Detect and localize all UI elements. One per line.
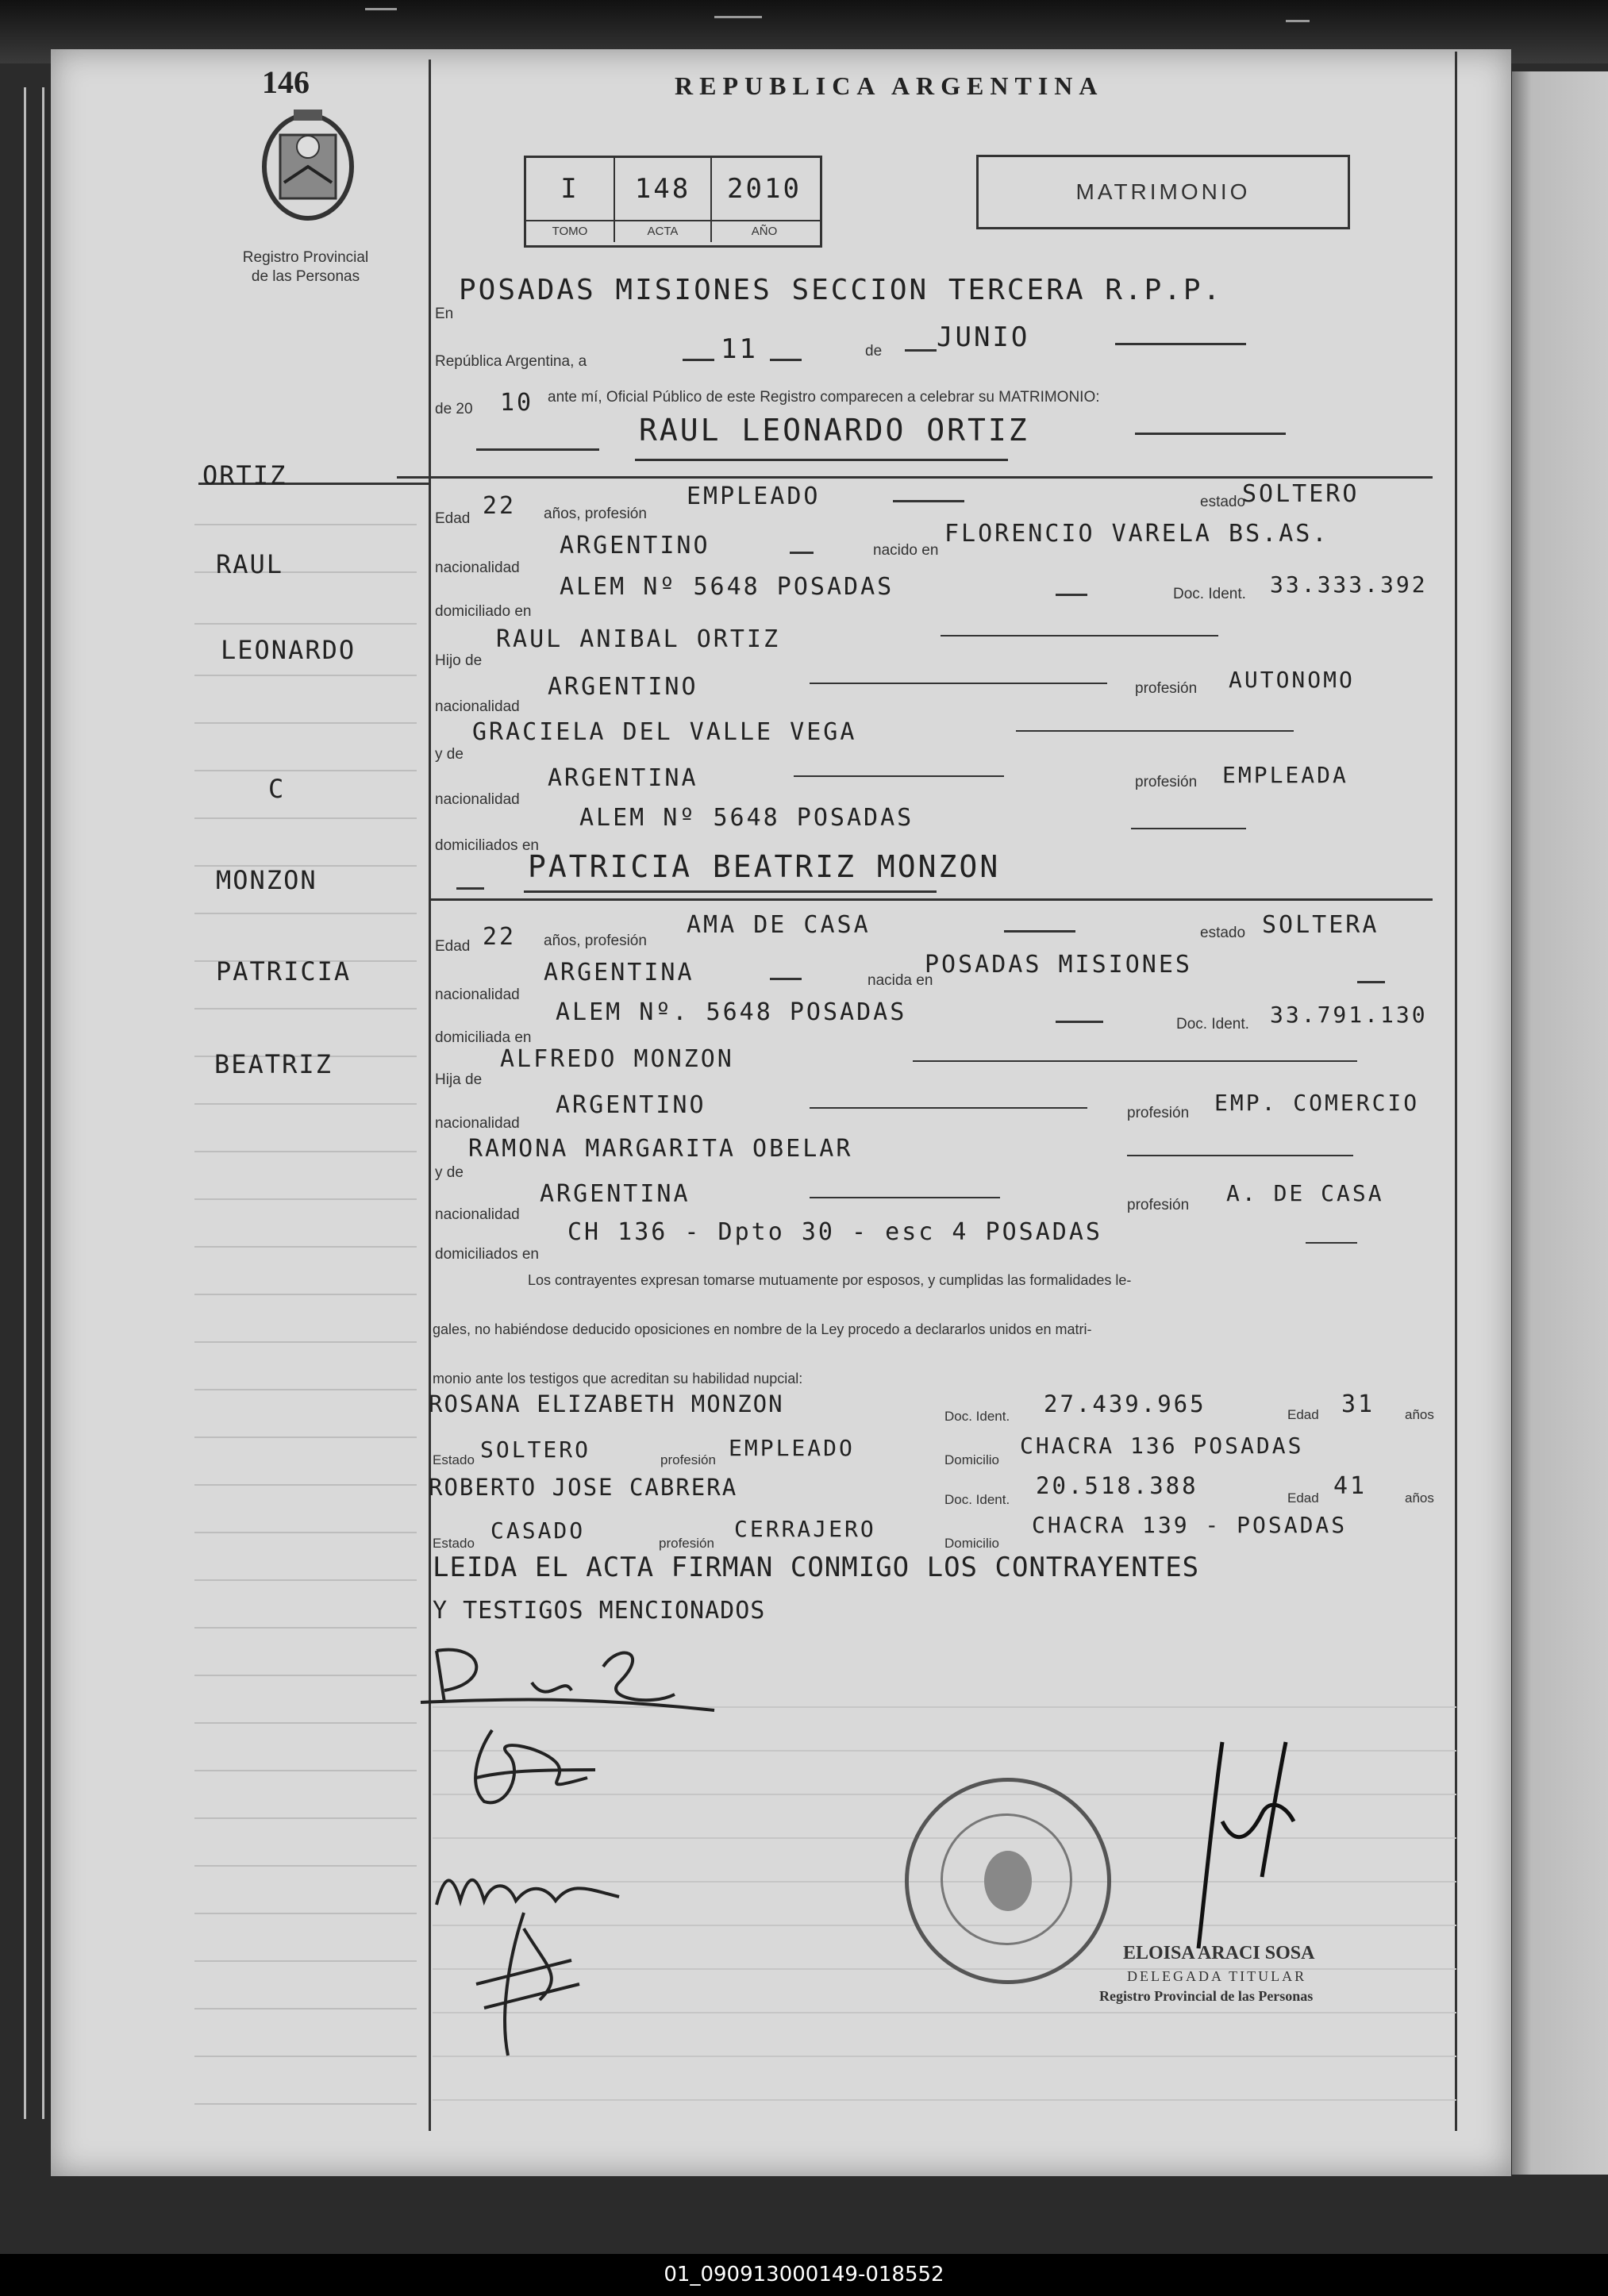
bride-father-profession: EMP. COMERCIO bbox=[1214, 1090, 1420, 1116]
right-border bbox=[1455, 52, 1457, 2131]
groom-birthplace: FLORENCIO VARELA BS.AS. bbox=[944, 520, 1329, 548]
margin-name-3: LEONARDO bbox=[221, 635, 356, 665]
groom-age: 22 bbox=[483, 492, 517, 520]
margin-name-1: ORTIZ bbox=[202, 460, 287, 490]
witness-signatures-icon bbox=[429, 1857, 635, 2063]
groom-estado-label: estado bbox=[1200, 494, 1246, 510]
witness-2-anos-label: años bbox=[1405, 1490, 1434, 1506]
groom-mother-nationality-label: nacionalidad bbox=[435, 791, 520, 808]
year-prefix: de 20 bbox=[435, 401, 473, 417]
bride-mother-nationality: ARGENTINA bbox=[540, 1180, 691, 1208]
republica-label: República Argentina, a bbox=[435, 353, 587, 370]
witness-2-doc-label: Doc. Ident. bbox=[944, 1492, 1010, 1507]
bride-father-nationality: ARGENTINO bbox=[556, 1091, 706, 1119]
closing-line-2: Y TESTIGOS MENCIONADOS bbox=[433, 1597, 766, 1625]
bride-father-profesion-label: profesión bbox=[1127, 1105, 1190, 1121]
left-column-divider bbox=[429, 60, 431, 2131]
margin-name-7: BEATRIZ bbox=[214, 1049, 333, 1079]
en-label: En bbox=[435, 306, 454, 322]
bride-full-name: PATRICIA BEATRIZ MONZON bbox=[528, 849, 1001, 884]
acta-label: ACTA bbox=[615, 221, 712, 242]
groom-yde-label: y de bbox=[435, 746, 464, 763]
margin-name-6: PATRICIA bbox=[216, 956, 352, 986]
bride-estado-label: estado bbox=[1200, 925, 1246, 941]
groom-marital-status: SOLTERO bbox=[1242, 480, 1360, 508]
official-office: Registro Provincial de las Personas bbox=[1099, 1988, 1314, 2004]
groom-domiciliados-label: domiciliados en bbox=[435, 837, 539, 854]
witness-1-profesion-label: profesión bbox=[660, 1452, 716, 1467]
ano-value: 2010 bbox=[727, 173, 802, 205]
witness-1-age: 31 bbox=[1341, 1390, 1375, 1418]
bride-nationality: ARGENTINA bbox=[544, 959, 694, 986]
groom-father-profesion-label: profesión bbox=[1135, 680, 1198, 697]
bride-age: 22 bbox=[483, 923, 517, 951]
groom-anos-profesion-label: años, profesión bbox=[544, 506, 647, 522]
ante-text: ante mí, Oficial Público de este Registro comparecen a celebrar su MATRIMONIO: bbox=[548, 389, 1100, 406]
de-label: de bbox=[865, 343, 883, 360]
witness-2-address: CHACRA 139 - POSADAS bbox=[1032, 1512, 1348, 1538]
bride-nacionalidad-label: nacionalidad bbox=[435, 986, 520, 1003]
tomo-label: TOMO bbox=[526, 221, 615, 242]
groom-mother-nationality: ARGENTINA bbox=[548, 764, 698, 792]
bride-mother-name: RAMONA MARGARITA OBELAR bbox=[468, 1135, 853, 1163]
tomo-value: I bbox=[526, 158, 615, 220]
witness-2-doc-number: 20.518.388 bbox=[1036, 1472, 1198, 1499]
registry-name: Registro Provincial de las Personas bbox=[242, 249, 369, 285]
groom-doc-number: 33.333.392 bbox=[1270, 571, 1428, 598]
witness-2-age: 41 bbox=[1333, 1472, 1368, 1500]
groom-full-name: RAUL LEONARDO ORTIZ bbox=[639, 413, 1029, 448]
page-number: 146 bbox=[262, 64, 310, 100]
groom-signature-icon bbox=[413, 1635, 730, 1722]
witness-1-doc-number: 27.439.965 bbox=[1044, 1390, 1206, 1417]
official-name: ELOISA ARACI SOSA bbox=[1123, 1943, 1315, 1963]
ano-label: AÑO bbox=[751, 225, 778, 238]
witness-2-marital-status: CASADO bbox=[490, 1517, 586, 1544]
year-suffix: 10 bbox=[500, 389, 534, 417]
declaration-text: Los contrayentes expresan tomarse mutuamente por esposos, y cumplidas las formalidades le- gales, no habiéndose deducido oposiciones en nombre de la Ley procedo a declararlos unidos en matri- monio ante los testigos que acreditan su habilidad nupcial: bbox=[433, 1272, 1132, 1386]
bride-hija-label: Hija de bbox=[435, 1071, 483, 1088]
bride-mother-profession: A. DE CASA bbox=[1226, 1180, 1384, 1206]
record-type-box: MATRIMONIO bbox=[976, 155, 1350, 229]
bride-domiciliados-label: domiciliados en bbox=[435, 1246, 539, 1263]
witness-1-doc-label: Doc. Ident. bbox=[944, 1409, 1010, 1424]
witness-2-estado-label: Estado bbox=[433, 1536, 475, 1551]
groom-hijo-label: Hijo de bbox=[435, 652, 483, 669]
book-edge bbox=[1512, 71, 1608, 2175]
witness-1-estado-label: Estado bbox=[433, 1452, 475, 1467]
groom-doc-label: Doc. Ident. bbox=[1173, 586, 1246, 602]
groom-mother-profession: EMPLEADA bbox=[1222, 762, 1348, 788]
separator-mid bbox=[429, 898, 1433, 901]
witness-1-domicilio-label: Domicilio bbox=[944, 1452, 999, 1467]
groom-nacionalidad-label: nacionalidad bbox=[435, 560, 520, 576]
margin-name-4: C bbox=[268, 774, 286, 804]
groom-address: ALEM Nº 5648 POSADAS bbox=[560, 573, 894, 601]
separator-top bbox=[397, 476, 1433, 479]
bride-mother-nationality-label: nacionalidad bbox=[435, 1206, 520, 1223]
groom-father-nationality-label: nacionalidad bbox=[435, 698, 520, 715]
witness-1-marital-status: SOLTERO bbox=[480, 1436, 591, 1463]
bride-address: ALEM Nº. 5648 POSADAS bbox=[556, 998, 907, 1026]
official-seal-icon bbox=[905, 1778, 1111, 1984]
month-value: JUNIO bbox=[937, 321, 1030, 353]
official-signature-icon bbox=[1183, 1734, 1310, 1956]
bride-domicilio-label: domiciliada en bbox=[435, 1029, 532, 1046]
official-title: DELEGADA TITULAR bbox=[1127, 1968, 1307, 1984]
groom-edad-label: Edad bbox=[435, 510, 471, 527]
bride-birthplace: POSADAS MISIONES bbox=[925, 951, 1192, 979]
bride-doc-label: Doc. Ident. bbox=[1176, 1016, 1249, 1033]
provincial-coat-of-arms-icon bbox=[252, 103, 364, 230]
witness-2-profesion-label: profesión bbox=[659, 1536, 714, 1551]
groom-mother-name: GRACIELA DEL VALLE VEGA bbox=[472, 718, 857, 746]
witness-2-edad-label: Edad bbox=[1287, 1490, 1319, 1506]
bride-edad-label: Edad bbox=[435, 938, 471, 955]
bride-father-name: ALFREDO MONZON bbox=[500, 1045, 734, 1073]
acta-value: 148 bbox=[615, 158, 712, 220]
footer-id: 01_090913000149-018552 bbox=[0, 2254, 1608, 2296]
groom-parents-address: ALEM Nº 5648 POSADAS bbox=[579, 804, 914, 832]
bride-doc-number: 33.791.130 bbox=[1270, 1002, 1428, 1028]
place-value: POSADAS MISIONES SECCION TERCERA R.P.P. bbox=[459, 274, 1223, 306]
groom-father-nationality: ARGENTINO bbox=[548, 673, 698, 701]
witness-2-domicilio-label: Domicilio bbox=[944, 1536, 999, 1551]
bride-anos-profesion-label: años, profesión bbox=[544, 933, 647, 949]
closing-line-1: LEIDA EL ACTA FIRMAN CONMIGO LOS CONTRAYENTES bbox=[433, 1552, 1200, 1583]
bride-parents-address: CH 136 - Dpto 30 - esc 4 POSADAS bbox=[567, 1218, 1102, 1246]
day-value: 11 bbox=[721, 333, 758, 365]
country-title: REPUBLICA ARGENTINA bbox=[675, 71, 1104, 100]
groom-mother-profesion-label: profesión bbox=[1135, 774, 1198, 790]
bride-yde-label: y de bbox=[435, 1164, 464, 1181]
margin-name-5: MONZON bbox=[216, 865, 317, 895]
book-binding bbox=[24, 87, 44, 2119]
witness-1-name: ROSANA ELIZABETH MONZON bbox=[429, 1390, 784, 1417]
witness-2-name: ROBERTO JOSE CABRERA bbox=[429, 1474, 738, 1501]
groom-domicilio-label: domiciliado en bbox=[435, 603, 532, 620]
bride-marital-status: SOLTERA bbox=[1262, 911, 1379, 939]
bride-signature-icon bbox=[460, 1722, 603, 1817]
tomo-acta-ano-box bbox=[524, 156, 822, 248]
witness-2-profession: CERRAJERO bbox=[734, 1516, 876, 1542]
witness-1-edad-label: Edad bbox=[1287, 1407, 1319, 1422]
witness-1-profession: EMPLEADO bbox=[729, 1435, 855, 1461]
bride-mother-profesion-label: profesión bbox=[1127, 1197, 1190, 1213]
groom-profession: EMPLEADO bbox=[687, 483, 821, 510]
groom-nationality: ARGENTINO bbox=[560, 532, 710, 560]
witness-1-anos-label: años bbox=[1405, 1407, 1434, 1422]
bride-nacida-label: nacida en bbox=[867, 972, 933, 989]
groom-father-profession: AUTONOMO bbox=[1229, 667, 1355, 693]
groom-father-name: RAUL ANIBAL ORTIZ bbox=[496, 625, 781, 653]
bride-profession: AMA DE CASA bbox=[687, 911, 871, 939]
bride-father-nationality-label: nacionalidad bbox=[435, 1115, 520, 1132]
witness-1-address: CHACRA 136 POSADAS bbox=[1020, 1433, 1304, 1459]
margin-name-2: RAUL bbox=[216, 549, 284, 579]
groom-nacido-label: nacido en bbox=[873, 542, 939, 559]
